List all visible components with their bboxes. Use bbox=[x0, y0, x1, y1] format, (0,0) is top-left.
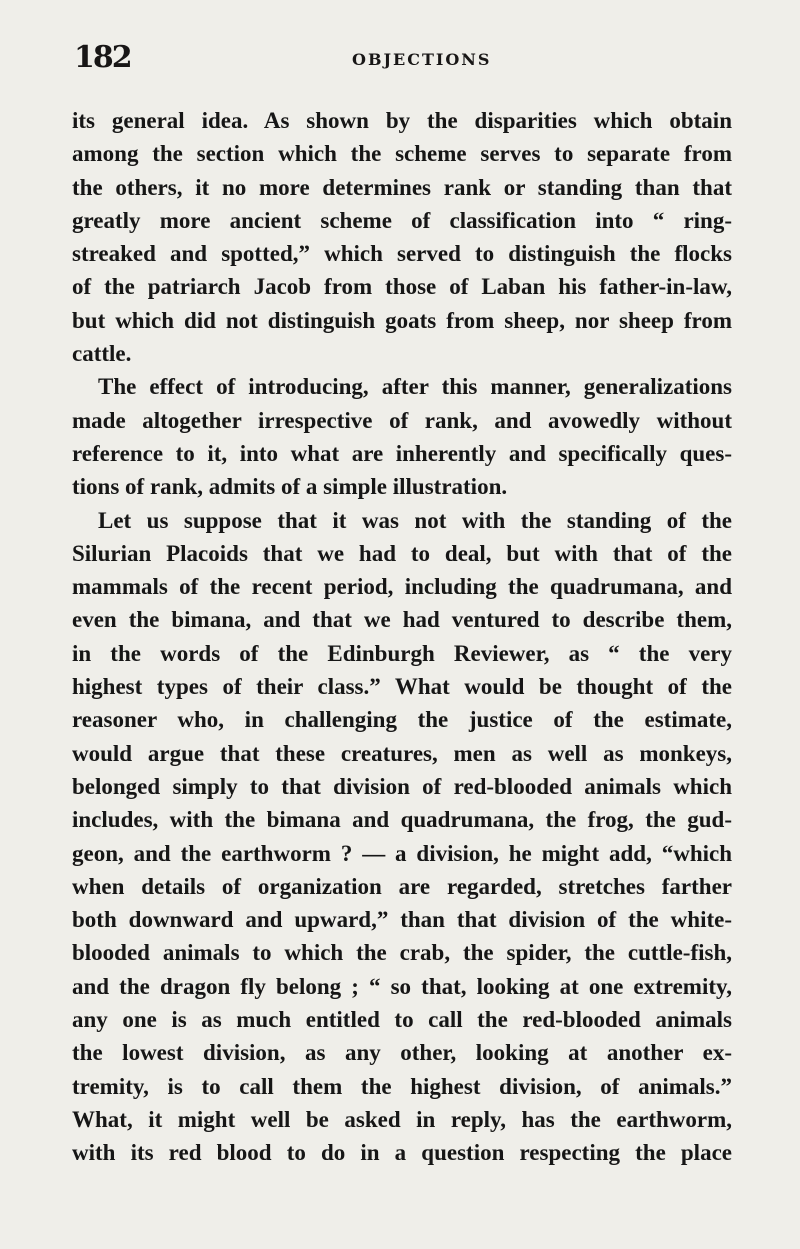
text-line: tions of rank, admits of a simple illustration. bbox=[72, 474, 508, 500]
text-line: but which did not distinguish goats from sheep, nor sheep from bbox=[72, 307, 732, 333]
text-line: of the patriarch Jacob from those of Laban his father-in-law, bbox=[72, 274, 732, 300]
text-line: greatly more ancient scheme of classification into “ ring- bbox=[72, 207, 732, 233]
text-line: both downward and upward,” than that division of the white- bbox=[72, 907, 732, 933]
text-line: tremity, is to call them the highest division, of animals.” bbox=[72, 1073, 732, 1099]
text-line: the lowest division, as any other, looking at another ex- bbox=[72, 1040, 732, 1066]
text-line: its general idea. As shown by the disparities which obtain bbox=[72, 108, 732, 133]
text-line: streaked and spotted,” which served to distinguish the flocks bbox=[72, 241, 732, 267]
text-line: in the words of the Edinburgh Reviewer, as “ the very bbox=[72, 640, 732, 666]
running-head bbox=[74, 40, 734, 100]
page-number: 182 bbox=[74, 40, 131, 75]
text-line: Let us suppose that it was not with the standing of the bbox=[98, 507, 732, 533]
text-line: when details of organization are regarded, stretches farther bbox=[72, 873, 732, 899]
text-line: even the bimana, and that we had ventured to describe them, bbox=[72, 607, 732, 633]
text-line: geon, and the earthworm ? — a division, he might add, “which bbox=[72, 840, 732, 866]
text-line: blooded animals to which the crab, the spider, the cuttle-fish, bbox=[72, 940, 732, 966]
text-line: any one is as much entitled to call the red-blooded animals bbox=[72, 1007, 732, 1033]
text-line: and the dragon fly belong ; “ so that, looking at one extremity, bbox=[72, 973, 732, 999]
text-line: Silurian Placoids that we had to deal, but with that of the bbox=[72, 540, 732, 566]
text-line: highest types of their class.” What would be thought of the bbox=[72, 674, 732, 700]
text-line: belonged simply to that division of red-blooded animals which bbox=[72, 773, 732, 799]
text-line: includes, with the bimana and quadrumana, the frog, the gud- bbox=[72, 807, 732, 833]
text-line: reasoner who, in challenging the justice of the estimate, bbox=[72, 707, 732, 733]
text-line: among the section which the scheme serves to separate from bbox=[72, 141, 732, 167]
text-line: made altogether irrespective of rank, and avowedly without bbox=[72, 407, 732, 433]
text-line: cattle. bbox=[72, 341, 132, 367]
text-line: The effect of introducing, after this manner, generalizations bbox=[98, 374, 732, 400]
running-title: OBJECTIONS bbox=[352, 50, 492, 69]
body-text bbox=[72, 104, 732, 1170]
text-line: mammals of the recent period, including the quadrumana, and bbox=[72, 574, 732, 600]
text-line: with its red blood to do in a question respecting the place bbox=[72, 1140, 732, 1166]
text-line: the others, it no more determines rank or standing than that bbox=[72, 174, 732, 200]
text-line: reference to it, into what are inherently and specifically ques- bbox=[72, 440, 732, 466]
text-line: would argue that these creatures, men as well as monkeys, bbox=[72, 740, 732, 766]
text-line: What, it might well be asked in reply, has the earthworm, bbox=[72, 1106, 732, 1132]
